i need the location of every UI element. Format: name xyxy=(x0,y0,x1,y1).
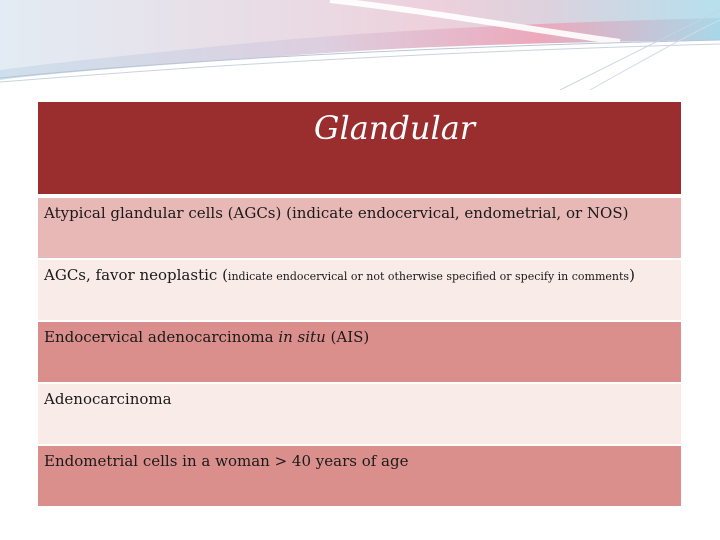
row-text-adenocarcinoma: Adenocarcinoma xyxy=(44,390,172,408)
table-row xyxy=(38,320,681,382)
decorative-swoosh xyxy=(0,0,720,90)
row-text-main: AGCs, favor neoplastic ( xyxy=(44,266,228,284)
row-text-italic: in situ xyxy=(278,328,326,346)
row-text-before: Endocervical adenocarcinoma xyxy=(44,328,279,346)
row-text-end: ) xyxy=(629,266,635,284)
table-title: Glandular xyxy=(313,109,476,147)
row-text-ais xyxy=(44,327,677,347)
glandular-table xyxy=(37,101,682,507)
table-row xyxy=(38,382,681,444)
row-text-endometrial-cells: Endometrial cells in a woman > 40 years of age xyxy=(44,452,409,470)
row-text-after: (AIS) xyxy=(325,328,370,346)
row-text-agcs: Atypical glandular cells (AGCs) (indicate endocervical, endometrial, or NOS) xyxy=(44,204,629,222)
row-text-agcs-favor-neoplastic xyxy=(44,265,677,287)
table-row xyxy=(38,196,681,258)
row-text-note: indicate endocervical or not otherwise specified or specify in comments xyxy=(227,270,630,283)
table-header xyxy=(38,102,681,196)
table-row xyxy=(38,258,681,320)
table-row xyxy=(38,444,681,506)
